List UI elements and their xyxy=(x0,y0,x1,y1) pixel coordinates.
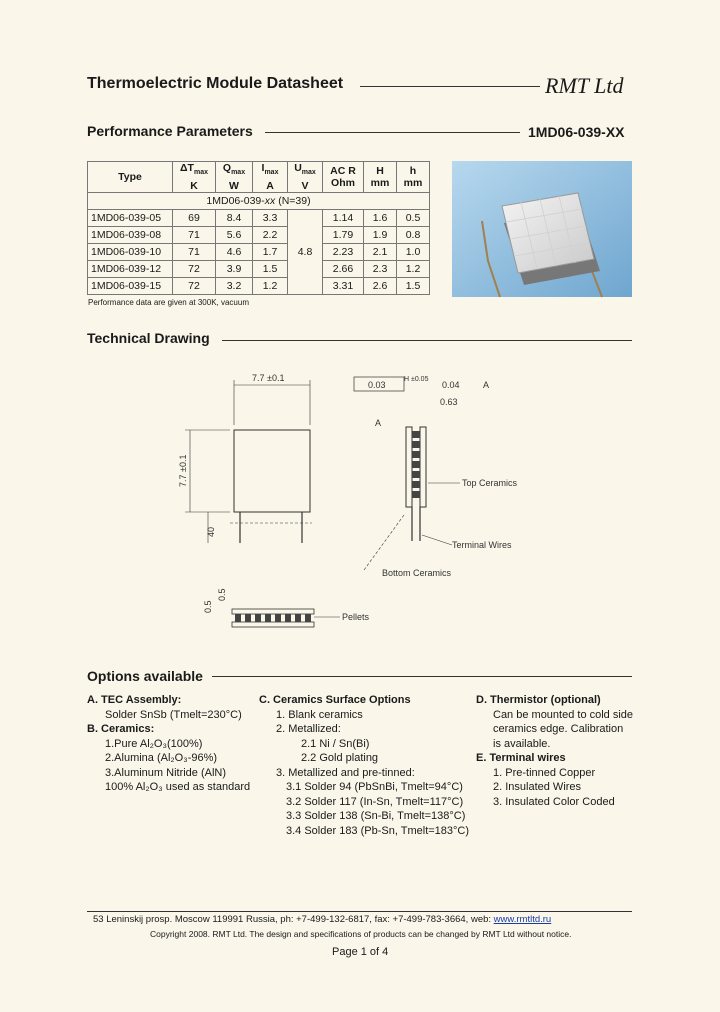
footer-address: 53 Leninskij prosp. Moscow 119991 Russia, ph: +7-499-132-6817, fax: +7-499-783-3664, web: www.rmtltd.ru xyxy=(93,914,552,925)
dim-lead: 40 xyxy=(206,526,216,537)
col-q: $Q_{max}$ W xyxy=(216,162,253,193)
table-row: 1MD06-039-10 71 4.6 1.7 2.23 2.1 1.0 xyxy=(88,244,430,261)
website-link[interactable]: www.rmtltd.ru xyxy=(493,914,552,925)
side-pellets xyxy=(412,431,420,498)
label-top-ceramics: Top Ceramics xyxy=(462,478,518,488)
side-ceramic-bottom xyxy=(420,427,426,507)
module-front-view xyxy=(234,430,310,512)
u-max-value: 4.8 xyxy=(288,210,323,295)
table-row: 1MD06-039-15 72 3.2 1.2 3.31 2.6 1.5 xyxy=(88,278,430,295)
col-acr: AC R Ohm xyxy=(323,162,364,193)
dim-05: 0.5 xyxy=(203,600,213,613)
dim-05b: 0.5 xyxy=(217,588,227,601)
col-dt: $\Delta T_{max}$ K xyxy=(173,162,216,193)
performance-rule xyxy=(265,132,520,133)
options-col-d: D. Thermistor (optional) Can be mounted to cold side ceramics edge. Calibration is available. E. Terminal wires 1. Pre-tinned Copper 2. Insulated Wires 3. Insulated Color Coded xyxy=(476,694,634,808)
table-row: 1MD06-039-08 71 5.6 2.2 1.79 1.9 0.8 xyxy=(88,227,430,244)
options-rule xyxy=(212,676,632,677)
table-row: 1MD06-039-12 72 3.9 1.5 2.66 2.3 1.2 xyxy=(88,261,430,278)
options-col-a: A. TEC Assembly: Solder SnSb (Tmelt=230°C) B. Ceramics: 1.Pure Al₂O₃(100%) 2.Alumina (Al₂O₃-96%) 3.Aluminum Nitride (AlN) 100% Al₂O₃ used as standard xyxy=(87,694,251,793)
header-rule xyxy=(360,86,540,87)
datum-label: A xyxy=(483,380,490,390)
technical-drawing xyxy=(180,365,540,655)
label-terminal-wires: Terminal Wires xyxy=(452,540,512,550)
section-drawing-heading: Technical Drawing xyxy=(87,330,210,346)
col-type: Type xyxy=(88,162,173,193)
dim-063: 0.63 xyxy=(440,397,458,407)
col-h: h mm xyxy=(397,162,430,193)
page-title: Thermoelectric Module Datasheet xyxy=(87,75,344,92)
footer-rule xyxy=(87,911,632,912)
detail-bottom-plate xyxy=(232,622,314,627)
table-group-row: 1MD06-039-xx (N=39) xyxy=(88,193,430,210)
drawing-rule xyxy=(222,340,632,341)
label-bottom-ceramics: Bottom Ceramics xyxy=(382,568,452,578)
detail-pellets xyxy=(235,614,311,622)
table-row: 1MD06-039-05 69 8.4 3.3 4.8 1.14 1.6 0.5 xyxy=(88,210,430,227)
company-logo: RMT Ltd xyxy=(545,73,624,98)
model-code: 1MD06-039-XX xyxy=(528,124,625,140)
footer-copyright: Copyright 2008. RMT Ltd. The design and specifications of products can be changed by RMT Ltd without notice. xyxy=(150,929,572,939)
section-options-heading: Options available xyxy=(87,668,203,684)
flatness-value: 0.03 xyxy=(368,380,386,390)
options-col-c: C. Ceramics Surface Options 1. Blank ceramics 2. Metallized: 2.1 Ni / Sn(Bi) 2.2 Gold plating 3. Metallized and pre-tinned: 3.1 Solder 94 (PbSnBi, Tmelt=94°C) 3.2 Solder 117 (In-Sn, Tmelt=117°C) 3.3 Solder 138 (Sn-Bi, Tmelt=138°C) 3.4 Solder 183 (Pb-Sn, Tmelt=183°C) xyxy=(259,694,470,837)
dim-width: 7.7 ±0.1 xyxy=(252,373,285,383)
detail-top-plate xyxy=(232,609,314,614)
page-number: Page 1 of 4 xyxy=(332,946,389,958)
product-photo xyxy=(452,161,632,297)
performance-note: Performance data are given at 300K, vacuum xyxy=(88,298,249,307)
performance-table xyxy=(87,161,430,295)
dim-height: 7.7 ±0.1 xyxy=(178,454,188,487)
tol-h: H ±0.05 xyxy=(404,376,429,383)
label-pellets: Pellets xyxy=(342,612,370,622)
datum-a: A xyxy=(375,418,382,428)
side-ceramic-top xyxy=(406,427,412,507)
section-performance-heading: Performance Parameters xyxy=(87,123,253,139)
col-i: $I_{max}$ A xyxy=(253,162,288,193)
parallel-value: 0.04 xyxy=(442,380,460,390)
col-H: H mm xyxy=(364,162,397,193)
col-u: $U_{max}$ V xyxy=(288,162,323,193)
table-header-row xyxy=(88,162,430,193)
